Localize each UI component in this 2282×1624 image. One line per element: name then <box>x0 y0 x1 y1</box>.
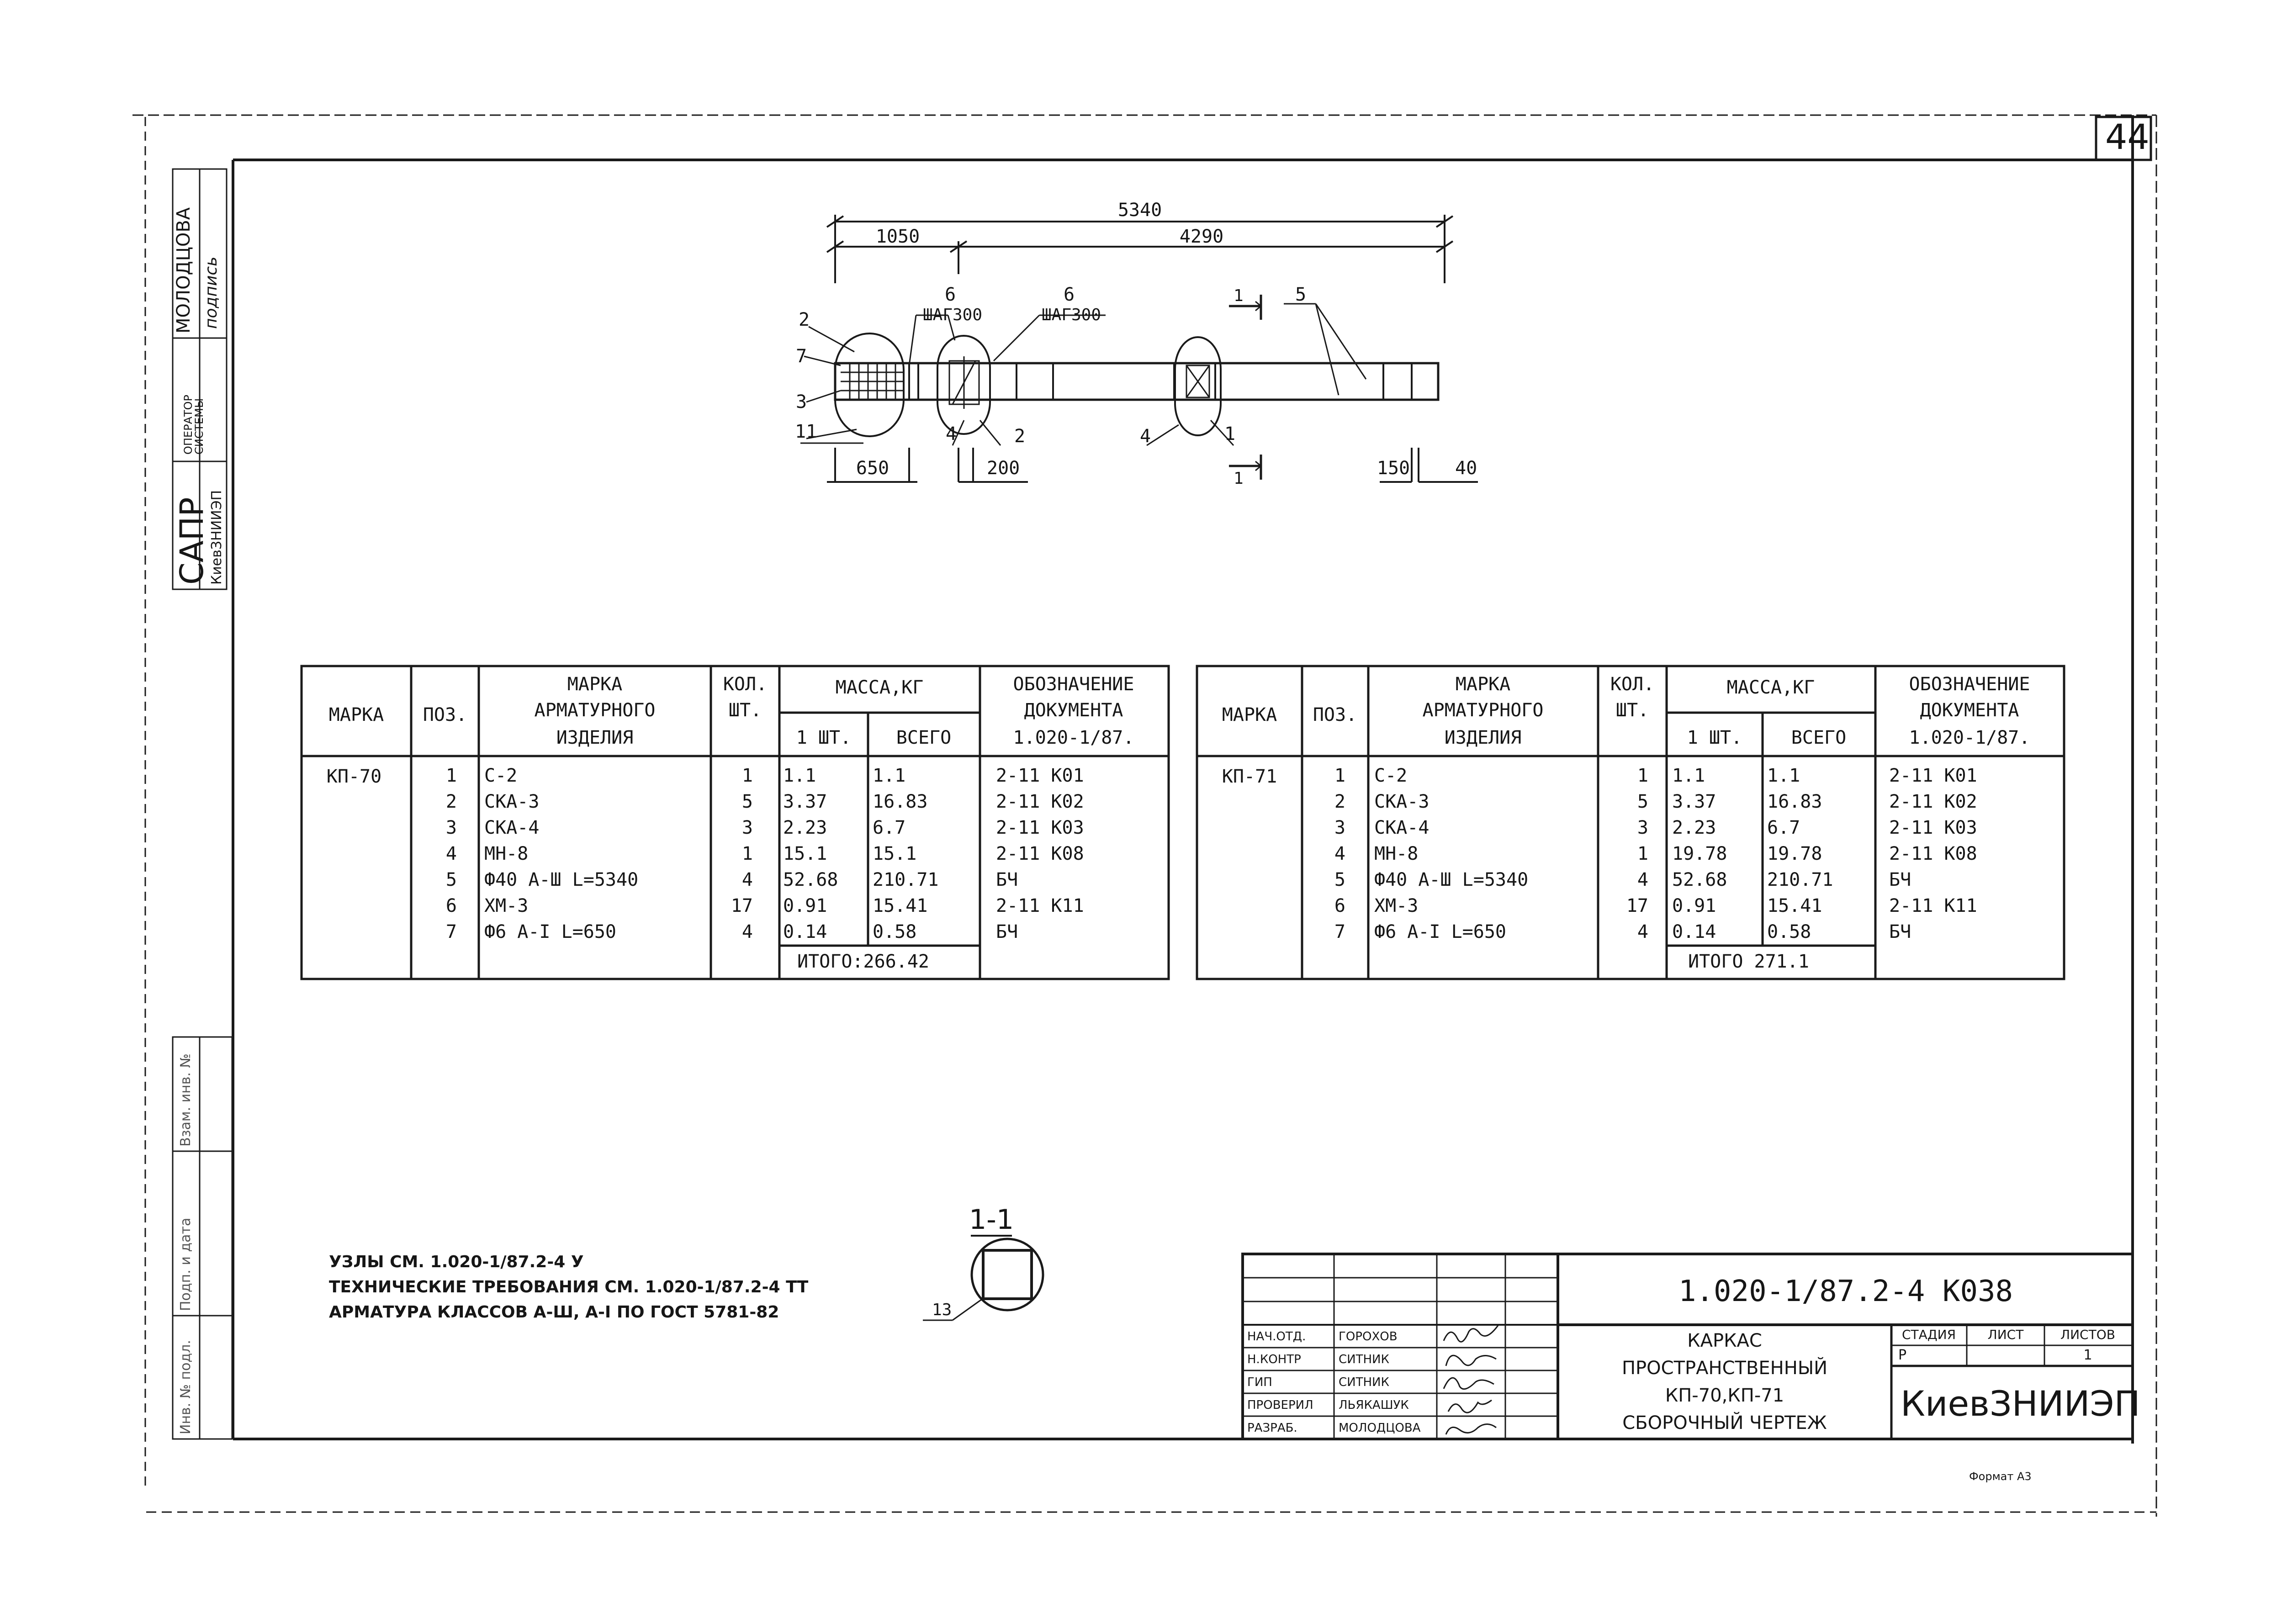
cell-mass-all: 15.41 <box>1767 895 1822 916</box>
sheet-label: ЛИСТ <box>1987 1327 2024 1342</box>
dim-650: 650 <box>856 458 890 479</box>
stage-value: Р <box>1898 1347 1907 1363</box>
sheets-label: ЛИСТОВ <box>2060 1327 2115 1342</box>
table-total: ИТОГО:266.42 <box>797 951 929 972</box>
role-name: ЛЬЯКАШУК <box>1339 1398 1409 1412</box>
cell-mass-one: 3.37 <box>1672 791 1716 812</box>
cell-qty: 1 <box>741 843 753 864</box>
cell-qty: 1 <box>741 765 753 786</box>
dim-right: 4290 <box>1179 226 1224 247</box>
cell-mass-all: 15.1 <box>873 843 917 864</box>
cell-qty: 5 <box>741 791 753 812</box>
header-marka: МАРКА <box>1222 704 1277 725</box>
cell-poz: 1 <box>445 765 457 786</box>
header-doc-1: ОБОЗНАЧЕНИЕ <box>1013 674 1134 695</box>
cell-item: СКА-3 <box>484 791 540 812</box>
cell-item: СКА-3 <box>1374 791 1430 812</box>
header-item-2: АРМАТУРНОГО <box>534 700 656 721</box>
cell-item: МН-8 <box>484 843 529 864</box>
role-name: ГОРОХОВ <box>1339 1330 1398 1344</box>
stamp-org: КиевЗНИИЭП <box>209 490 225 585</box>
pos-4b: 4 <box>1140 426 1151 447</box>
role-label: НАЧ.ОТД. <box>1247 1330 1306 1344</box>
pos-3: 3 <box>796 391 807 413</box>
dim-40: 40 <box>1455 458 1477 479</box>
cell-doc: 2-11 К08 <box>996 843 1084 864</box>
cell-mass-one: 0.91 <box>783 895 827 916</box>
pos-2: 2 <box>799 309 810 330</box>
header-doc-2: ДОКУМЕНТА <box>1920 700 2019 721</box>
cell-mass-all: 19.78 <box>1767 843 1822 864</box>
cell-qty: 1 <box>1637 843 1648 864</box>
cell-poz: 6 <box>1334 895 1345 916</box>
role-label: ПРОВЕРИЛ <box>1247 1398 1313 1412</box>
frame-elevation <box>800 215 1478 482</box>
cell-doc: 2-11 К11 <box>1889 895 1977 916</box>
header-item-1: МАРКА <box>567 674 623 695</box>
cell-qty: 4 <box>741 869 753 890</box>
role-name: СИТНИК <box>1339 1375 1389 1389</box>
cell-poz: 7 <box>445 921 457 942</box>
cell-doc: 2-11 К01 <box>996 765 1084 786</box>
cell-qty: 3 <box>1637 817 1648 838</box>
cell-poz: 3 <box>1334 817 1345 838</box>
cell-mass-one: 2.23 <box>783 817 827 838</box>
cell-poz: 1 <box>1334 765 1345 786</box>
format-label: Формат А3 <box>1969 1470 2032 1483</box>
row-marka: КП-71 <box>1222 766 1277 787</box>
stamp-signature: подпись <box>202 256 221 329</box>
cell-mass-one: 1.1 <box>1672 765 1705 786</box>
cell-doc: БЧ <box>1889 869 1911 890</box>
cell-doc: 2-11 К01 <box>1889 765 1977 786</box>
cell-poz: 3 <box>445 817 457 838</box>
cell-doc: 2-11 К08 <box>1889 843 1977 864</box>
cell-doc: БЧ <box>1889 921 1911 942</box>
cell-poz: 6 <box>445 895 457 916</box>
header-doc-3: 1.020-1/87. <box>1909 727 2030 748</box>
section-pos: 13 <box>932 1301 952 1319</box>
cell-item: ХМ-3 <box>484 895 529 916</box>
cell-mass-all: 1.1 <box>1767 765 1800 786</box>
cell-mass-all: 1.1 <box>873 765 906 786</box>
role-label: Н.КОНТР <box>1247 1353 1301 1366</box>
cell-mass-all: 16.83 <box>873 791 928 812</box>
cell-mass-all: 16.83 <box>1767 791 1822 812</box>
stage-label: СТАДИЯ <box>1901 1327 1956 1342</box>
cell-qty: 4 <box>1637 869 1648 890</box>
margin-col-sign-date: Подп. и дата <box>178 1217 194 1311</box>
cell-doc: БЧ <box>996 921 1018 942</box>
dim-total: 5340 <box>1117 200 1162 221</box>
title-line-1: КАРКАС <box>1687 1330 1762 1351</box>
cell-qty: 4 <box>1637 921 1648 942</box>
role-name: МОЛОДЦОВА <box>1339 1421 1421 1435</box>
header-qty-2: ШТ. <box>1615 700 1649 721</box>
pos-1: 1 <box>1224 423 1236 444</box>
page-number: 44 <box>2105 116 2150 157</box>
cell-mass-one: 3.37 <box>783 791 827 812</box>
header-doc-2: ДОКУМЕНТА <box>1024 700 1123 721</box>
margin-col-inv: Инв. № подл. <box>178 1340 194 1434</box>
cell-mass-all: 210.71 <box>873 869 939 890</box>
cell-mass-one: 52.68 <box>783 869 838 890</box>
header-doc-1: ОБОЗНАЧЕНИЕ <box>1909 674 2030 695</box>
cell-item: Ф40 А-Ш L=5340 <box>1374 869 1529 890</box>
cell-item: С-2 <box>1374 765 1408 786</box>
cell-qty: 4 <box>741 921 753 942</box>
header-marka: МАРКА <box>328 704 384 725</box>
pos-11: 11 <box>795 421 817 442</box>
title-line-3: КП-70,КП-71 <box>1665 1385 1784 1406</box>
cell-mass-all: 210.71 <box>1767 869 1833 890</box>
header-qty-2: ШТ. <box>728 700 762 721</box>
row-marka: КП-70 <box>326 766 382 787</box>
section-title: 1-1 <box>969 1204 1014 1236</box>
cell-poz: 2 <box>445 791 457 812</box>
cell-mass-one: 19.78 <box>1672 843 1727 864</box>
cell-item: СКА-4 <box>484 817 540 838</box>
label-6b: 6 <box>1063 284 1075 305</box>
cell-poz: 4 <box>1334 843 1345 864</box>
cell-mass-one: 52.68 <box>1672 869 1727 890</box>
header-mass: МАССА,КГ <box>1726 677 1815 698</box>
cell-mass-all: 15.41 <box>873 895 928 916</box>
header-poz: ПОЗ. <box>1313 704 1357 725</box>
cell-doc: 2-11 К03 <box>1889 817 1977 838</box>
cell-mass-all: 0.58 <box>1767 921 1811 942</box>
cell-mass-one: 2.23 <box>1672 817 1716 838</box>
cell-qty: 17 <box>731 895 753 916</box>
cell-mass-one: 15.1 <box>783 843 827 864</box>
note-rebar: АРМАТУРА КЛАССОВ А-Ш, А-I ПО ГОСТ 5781-82 <box>329 1303 779 1322</box>
pos-2b: 2 <box>1014 426 1026 447</box>
cell-item: Ф6 А-I L=650 <box>484 921 616 942</box>
doc-code: 1.020-1/87.2-4 К038 <box>1678 1275 2013 1308</box>
cell-item: Ф40 А-Ш L=5340 <box>484 869 639 890</box>
cell-doc: 2-11 К11 <box>996 895 1084 916</box>
stamp-operator: ОПЕРАТОР СИСТЕМЫ <box>182 394 206 455</box>
cell-mass-one: 0.91 <box>1672 895 1716 916</box>
note-nodes: УЗЛЫ СМ. 1.020-1/87.2-4 У <box>329 1253 584 1271</box>
stamp-surname: МОЛОДЦОВА <box>173 207 194 333</box>
label-step-b: ШАГ300 <box>1041 306 1101 324</box>
note-requirements: ТЕХНИЧЕСКИЕ ТРЕБОВАНИЯ СМ. 1.020-1/87.2-4 ТТ <box>329 1278 809 1296</box>
cell-item: Ф6 А-I L=650 <box>1374 921 1506 942</box>
cell-mass-one: 0.14 <box>783 921 827 942</box>
header-poz: ПОЗ. <box>423 704 467 725</box>
cell-poz: 5 <box>445 869 457 890</box>
header-mass-one: 1 ШТ. <box>1687 727 1742 748</box>
cell-poz: 5 <box>1334 869 1345 890</box>
title-line-2: ПРОСТРАНСТВЕННЫЙ <box>1621 1358 1828 1379</box>
table-total: ИТОГО 271.1 <box>1688 951 1809 972</box>
cell-item: СКА-4 <box>1374 817 1430 838</box>
header-mass-one: 1 ШТ. <box>796 727 852 748</box>
pos-5: 5 <box>1295 284 1307 305</box>
header-item-2: АРМАТУРНОГО <box>1422 700 1544 721</box>
pos-4a: 4 <box>946 423 957 444</box>
header-item-3: ИЗДЕЛИЯ <box>1444 727 1522 748</box>
header-doc-3: 1.020-1/87. <box>1013 727 1134 748</box>
sheets-value: 1 <box>2083 1347 2092 1363</box>
margin-col-replace: Взам. инв. № <box>178 1053 194 1147</box>
cell-poz: 4 <box>445 843 457 864</box>
cell-mass-one: 0.14 <box>1672 921 1716 942</box>
cell-qty: 5 <box>1637 791 1648 812</box>
section-mark-top: 1 <box>1234 286 1244 305</box>
cell-doc: БЧ <box>996 869 1018 890</box>
header-qty-1: КОЛ. <box>723 674 768 695</box>
pos-7: 7 <box>796 346 807 367</box>
cell-doc: 2-11 К02 <box>996 791 1084 812</box>
label-6a: 6 <box>944 284 956 305</box>
signatures <box>1444 1325 1498 1434</box>
stamp-sapr: САПР <box>173 497 211 585</box>
role-label: РАЗРАБ. <box>1247 1421 1297 1435</box>
header-mass-all: ВСЕГО <box>1791 727 1847 748</box>
cell-item: С-2 <box>484 765 518 786</box>
cell-qty: 3 <box>741 817 753 838</box>
header-mass-all: ВСЕГО <box>896 727 952 748</box>
title-line-4: СБОРОЧНЫЙ ЧЕРТЕЖ <box>1622 1412 1827 1434</box>
header-qty-1: КОЛ. <box>1610 674 1655 695</box>
cell-poz: 2 <box>1334 791 1345 812</box>
org-name: КиевЗНИИЭП <box>1901 1383 2140 1424</box>
cell-item: МН-8 <box>1374 843 1419 864</box>
cell-doc: 2-11 К02 <box>1889 791 1977 812</box>
cell-mass-all: 6.7 <box>1767 817 1800 838</box>
role-name: СИТНИК <box>1339 1353 1389 1366</box>
header-item-3: ИЗДЕЛИЯ <box>556 727 634 748</box>
cell-qty: 1 <box>1637 765 1648 786</box>
cell-doc: 2-11 К03 <box>996 817 1084 838</box>
cell-mass-one: 1.1 <box>783 765 816 786</box>
cell-item: ХМ-3 <box>1374 895 1419 916</box>
cell-mass-all: 0.58 <box>873 921 917 942</box>
header-mass: МАССА,КГ <box>835 677 924 698</box>
dim-200: 200 <box>987 458 1020 479</box>
section-mark-bottom: 1 <box>1234 469 1244 488</box>
dim-150: 150 <box>1377 458 1410 479</box>
dim-left: 1050 <box>875 226 920 247</box>
cell-mass-all: 6.7 <box>873 817 906 838</box>
role-label: ГИП <box>1247 1375 1272 1389</box>
header-item-1: МАРКА <box>1455 674 1511 695</box>
label-step-a: ШАГ300 <box>922 306 983 324</box>
cell-poz: 7 <box>1334 921 1345 942</box>
cell-qty: 17 <box>1626 895 1648 916</box>
